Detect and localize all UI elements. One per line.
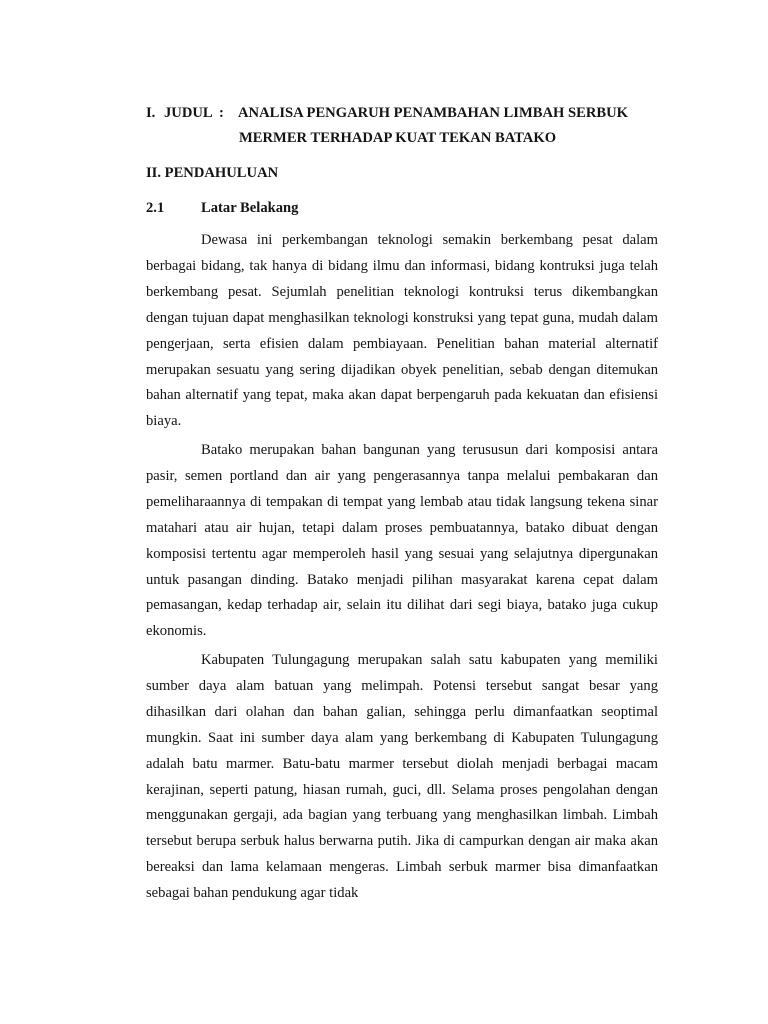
title-roman-numeral: I.: [146, 105, 156, 121]
paragraph-3: [146, 648, 658, 907]
document-title: [146, 103, 628, 123]
title-line-1: ANALISA PENGARUH PENAMBAHAN LIMBAH SERBUK: [238, 105, 629, 121]
title-colon: :: [219, 105, 224, 121]
subsection-title: Latar Belakang: [201, 200, 299, 216]
section-heading: II. PENDAHULUAN: [146, 165, 279, 181]
paragraph-3-text: Kabupaten Tulungagung merupakan salah satu kabupaten yang memiliki sumber daya alam batuan yang melimpah. Potensi tersebut sangat besar yang dihasilkan dari olahan dan bahan galian, sehingga perlu dimanfaatkan seoptimal mungkin. Saat ini sumber daya alam yang berkembang di Kabupaten Tulungagung adalah batu marmer. Batu-batu marmer tersebut diolah menjadi berbagai macam kerajinan, seperti patung, hiasan rumah, guci, dll. Selama proses pengolahan dengan menggunakan gergaji, ada bagian yang terbuang yang menghasilkan limbah. Limbah tersebut berupa serbuk halus berwarna putih. Jika di campurkan dengan air maka akan bereaksi dan lama kelamaan mengeras. Limbah serbuk marmer bisa dimanfaatkan sebagai bahan pendukung agar tidak: [146, 652, 658, 902]
paragraph-1-text: Dewasa ini perkembangan teknologi semakin berkembang pesat dalam berbagai bidang, tak hanya di bidang ilmu dan informasi, bidang kontruksi juga telah berkembang pesat. Sejumlah penelitian teknologi kontruksi terus dikembangkan dengan tujuan dapat menghasilkan teknologi konstruksi yang tepat guna, mudah dalam pengerjaan, serta efisien dalam pembiayaan. Penelitian bahan material alternatif merupakan sesuatu yang sering dijadikan obyek penelitian, sebab dengan ditemukan bahan alternatif yang tepat, maka akan dapat berpengaruh pada kekuatan dan efisiensi biaya.: [146, 232, 658, 430]
title-line-2: MERMER TERHADAP KUAT TEKAN BATAKO: [239, 130, 557, 146]
subsection-number: 2.1: [146, 200, 165, 216]
paragraph-2: [146, 438, 658, 645]
title-label: JUDUL: [164, 105, 213, 121]
paragraph-2-text: Batako merupakan bahan bangunan yang terususun dari komposisi antara pasir, semen portland dan air yang pengerasannya tanpa melalui pembakaran dan pemeliharaannya di tempakan di tempat yang lembab atau tidak langsung tekena sinar matahari atau air hujan, tetapi dalam proses pembuatannya, batako dibuat dengan komposisi tertentu agar memperoleh hasil yang sesuai yang selajutnya dipergunakan untuk pasangan dinding. Batako menjadi pilihan masyarakat karena cepat dalam pemasangan, kedap terhadap air, selain itu dilihat dari segi biaya, batako juga cukup ekonomis.: [146, 442, 658, 640]
subsection-heading: [146, 198, 298, 218]
paragraph-1: [146, 228, 658, 435]
